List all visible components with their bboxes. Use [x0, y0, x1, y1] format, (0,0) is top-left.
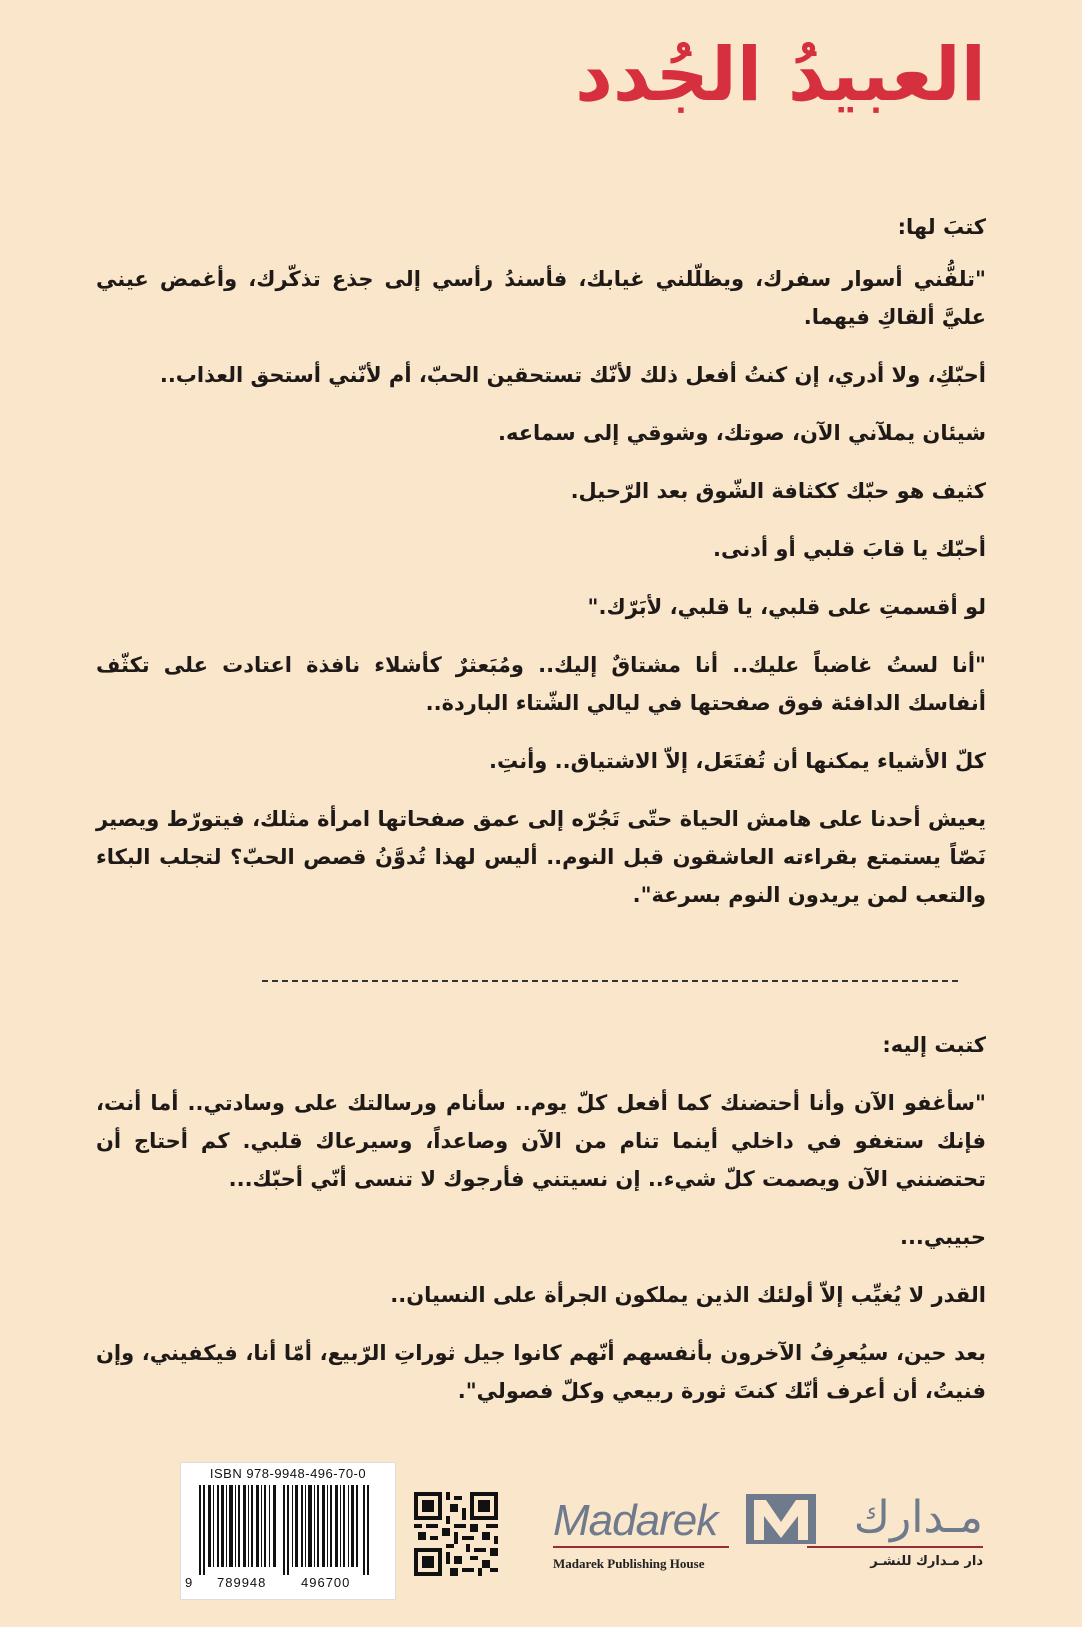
letter-two-paragraph: بعد حين، سيُعرِفُ الآخرون بأنفسهم أنّهم كانوا جيل ثوراتِ الرّبيع، أمّا أنا، فيكفيني، وإن فنيتُ، أن أعرف أنّك كنتَ ثورة ربيعي وكلّ فصولي".	[96, 1341, 986, 1403]
barcode-digits-left: 789948	[217, 1575, 267, 1590]
publisher-name-latin: Madarek	[553, 1496, 718, 1545]
publisher-subtitle-arabic: دار مـدارك للنشـر	[870, 1554, 983, 1569]
letter-two-paragraph: حبيبي...	[899, 1225, 986, 1249]
letter-one-paragraph: يعيش أحدنا على هامش الحياة حتّى تَجُرّه إلى عمق صفحاتها امرأة مثلك، فيتورّط ويصير نَصّاً يستمتع بقراءته العاشقون قبل النوم.. أليس لهذا تُدوَّنُ قصص الحبّ؟ لتجلب البكاء والتعب لمن يريدون النوم بسرعة".	[96, 807, 986, 907]
letter-two-paragraph: القدر لا يُغيِّب إلاّ أولئك الذين يملكون الجرأة على النسيان..	[390, 1283, 986, 1307]
isbn-barcode	[180, 1462, 396, 1600]
letter-one-paragraph: شيئان يملآني الآن، صوتك، وشوقي إلى سماعه.	[498, 421, 986, 445]
letter-two	[96, 1026, 986, 1430]
logo-underline	[807, 1546, 983, 1548]
letter-one-paragraph: كثيف هو حبّك ككثافة الشّوق بعد الرّحيل.	[570, 479, 986, 503]
logo-underline	[553, 1546, 729, 1548]
barcode-digits-right: 496700	[301, 1575, 351, 1590]
letter-one-paragraph: كلّ الأشياء يمكنها أن تُفتَعَل، إلاّ الاشتياق.. وأنتِ.	[488, 749, 986, 773]
barcode-digit-prefix: 9	[185, 1575, 194, 1590]
letter-one	[96, 208, 986, 934]
madarek-m-icon	[746, 1490, 816, 1548]
dashed-divider	[262, 980, 958, 982]
isbn-label: ISBN 978-9948-496-70-0	[209, 1466, 367, 1481]
letter-one-paragraph: "تلفُّني أسوار سفرك، ويظلّلني غيابك، فأسندُ رأسي إلى جذع تذكّرك، وأغمض عيني عليَّ ألقاكِ فيهما.	[96, 267, 986, 329]
letter-one-paragraph: أحبّك يا قابَ قلبي أو أدنى.	[713, 537, 986, 561]
publisher-name-arabic: مـدارك	[853, 1492, 983, 1543]
letter-one-paragraph: أحبّكِ، ولا أدري، إن كنتُ أفعل ذلك لأنّك تستحقين الحبّ، أم لأنّني أستحق العذاب..	[159, 363, 986, 387]
publisher-subtitle-latin: Madarek Publishing House	[553, 1556, 705, 1571]
qr-code-icon	[414, 1492, 498, 1576]
barcode-icon	[195, 1485, 381, 1575]
letter-two-paragraph: "سأغفو الآن وأنا أحتضنك كما أفعل كلّ يوم.. سأنام ورسالتك على وسادتي.. أما أنت، فإنك ستغفو في داخلي أينما تنام من الآن وصاعداً، وسيرعاك قلبي. كم أحتاج أن تحتضنني الآن ويصمت كلّ شيء.. إن نسيتني فأرجوك لا تنسى أنّي أحبّك...	[96, 1091, 986, 1191]
publisher-logo	[553, 1490, 983, 1580]
letter-one-heading: كتبَ لها:	[897, 215, 986, 239]
letter-one-paragraph: "أنا لستُ غاضباً عليك.. أنا مشتاقٌ إليك.. ومُبَعثرٌ كأشلاء نافذة اعتادت على تكثّف أنفاسك الدافئة فوق صفحتها في ليالي الشّتاء الباردة..	[96, 653, 986, 715]
letter-two-heading: كتبت إليه:	[882, 1033, 986, 1057]
book-title: العبيدُ الجُدد	[574, 32, 986, 118]
letter-one-paragraph: لو أقسمتِ على قلبي، يا قلبي، لأبَرّك."	[587, 595, 986, 619]
